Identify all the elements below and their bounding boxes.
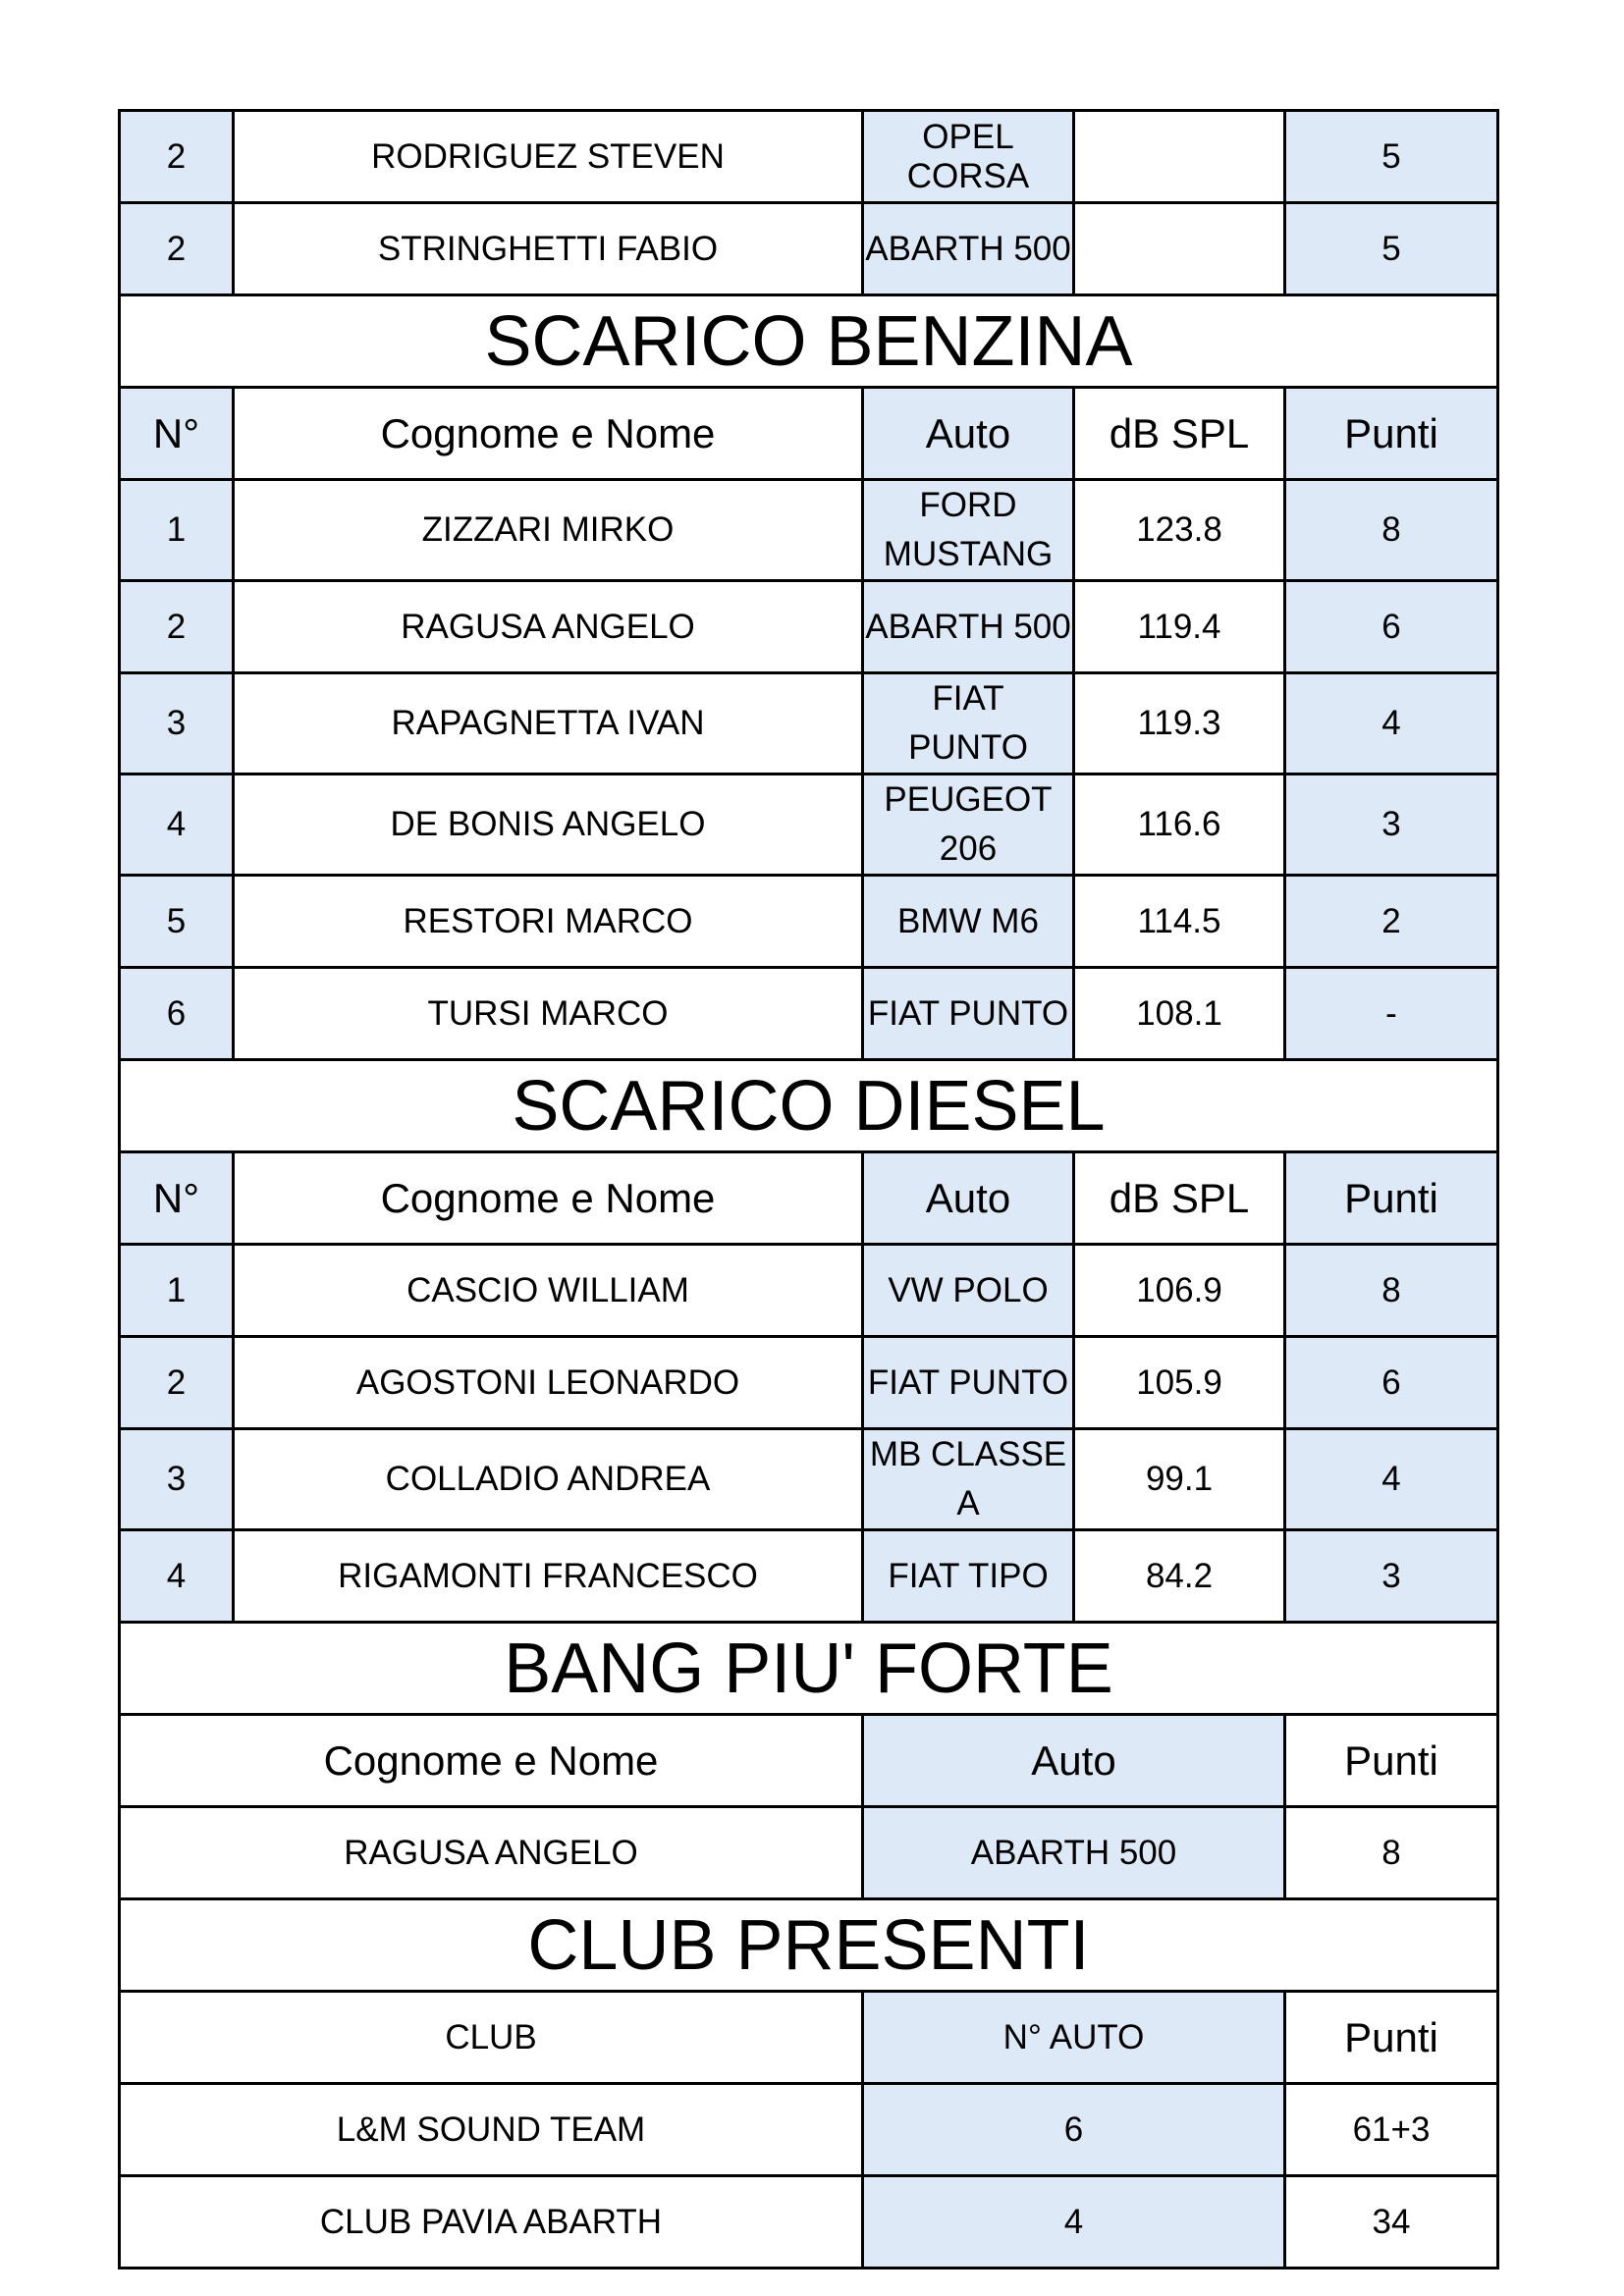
table-row: [120, 1337, 1498, 1429]
table-row: [120, 203, 1498, 295]
auto-count-cell: 4: [863, 2176, 1285, 2269]
auto-count-cell: 6: [863, 2084, 1285, 2176]
name-cell: CASCIO WILLIAM: [234, 1245, 863, 1337]
header-row: [120, 1715, 1498, 1807]
auto-cell: [863, 480, 1074, 581]
auto-cell: FIAT TIPO: [863, 1530, 1074, 1623]
points-cell: 2: [1285, 876, 1498, 968]
header-auto-count: N° AUTO: [863, 1992, 1285, 2084]
db-cell: 123.8: [1074, 480, 1285, 581]
db-cell: [1074, 111, 1285, 203]
rank-cell: 4: [120, 1530, 234, 1623]
auto-cell: FIAT PUNTO: [863, 1337, 1074, 1429]
header-db: dB SPL: [1074, 388, 1285, 480]
db-cell: [1074, 203, 1285, 295]
section-title-row: [120, 295, 1498, 388]
header-row: [120, 1992, 1498, 2084]
rank-cell: 2: [120, 111, 234, 203]
header-row: [120, 1152, 1498, 1245]
name-cell: TURSI MARCO: [234, 968, 863, 1060]
rank-cell: 2: [120, 1337, 234, 1429]
db-cell: 114.5: [1074, 876, 1285, 968]
name-cell: AGOSTONI LEONARDO: [234, 1337, 863, 1429]
rank-cell: 2: [120, 581, 234, 673]
name-cell: STRINGHETTI FABIO: [234, 203, 863, 295]
header-rank: N°: [120, 1152, 234, 1245]
table-row: [120, 774, 1498, 876]
rank-cell: 5: [120, 876, 234, 968]
club-cell: CLUB PAVIA ABARTH: [120, 2176, 863, 2269]
points-cell: 6: [1285, 1337, 1498, 1429]
rank-cell: 1: [120, 1245, 234, 1337]
name-cell: RIGAMONTI FRANCESCO: [234, 1530, 863, 1623]
header-rank: N°: [120, 388, 234, 480]
header-name: Cognome e Nome: [234, 388, 863, 480]
table-row: [120, 1245, 1498, 1337]
db-cell: 105.9: [1074, 1337, 1285, 1429]
points-cell: 61+3: [1285, 2084, 1498, 2176]
section-title-row: [120, 1623, 1498, 1715]
points-cell: 3: [1285, 1530, 1498, 1623]
auto-cell: [863, 673, 1074, 774]
name-cell: DE BONIS ANGELO: [234, 774, 863, 876]
rank-cell: 6: [120, 968, 234, 1060]
points-cell: 5: [1285, 203, 1498, 295]
name-cell: RAPAGNETTA IVAN: [234, 673, 863, 774]
name-cell: COLLADIO ANDREA: [234, 1429, 863, 1530]
points-cell: 8: [1285, 480, 1498, 581]
db-cell: 84.2: [1074, 1530, 1285, 1623]
auto-cell: [863, 774, 1074, 876]
points-cell: 8: [1285, 1245, 1498, 1337]
table-row: [120, 673, 1498, 774]
table-row: [120, 1530, 1498, 1623]
points-cell: 8: [1285, 1807, 1498, 1899]
auto-cell: BMW M6: [863, 876, 1074, 968]
table-row: [120, 1807, 1498, 1899]
header-points: Punti: [1285, 1152, 1498, 1245]
header-auto: Auto: [863, 1715, 1285, 1807]
header-auto: Auto: [863, 388, 1074, 480]
points-cell: 6: [1285, 581, 1498, 673]
db-cell: 108.1: [1074, 968, 1285, 1060]
auto-line-2: PUNTO: [908, 728, 1028, 767]
header-auto: Auto: [863, 1152, 1074, 1245]
table-row: [120, 876, 1498, 968]
auto-cell: ABARTH 500: [863, 581, 1074, 673]
table-row: [120, 480, 1498, 581]
section-title: SCARICO DIESEL: [120, 1060, 1498, 1152]
header-club: CLUB: [120, 1992, 863, 2084]
db-cell: 116.6: [1074, 774, 1285, 876]
header-points: Punti: [1285, 1992, 1498, 2084]
points-cell: 4: [1285, 673, 1498, 774]
rank-cell: 4: [120, 774, 234, 876]
rank-cell: 3: [120, 1429, 234, 1530]
auto-cell: FIAT PUNTO: [863, 968, 1074, 1060]
auto-line-2: 206: [939, 829, 998, 868]
auto-cell: ABARTH 500: [863, 1807, 1285, 1899]
header-name: Cognome e Nome: [120, 1715, 863, 1807]
name-cell: ZIZZARI MIRKO: [234, 480, 863, 581]
header-name: Cognome e Nome: [234, 1152, 863, 1245]
header-row: [120, 388, 1498, 480]
points-cell: 4: [1285, 1429, 1498, 1530]
auto-line-2: A: [956, 1484, 980, 1522]
table-row: [120, 2176, 1498, 2269]
auto-cell: [863, 1429, 1074, 1530]
section-title: CLUB PRESENTI: [120, 1899, 1498, 1992]
header-points: Punti: [1285, 1715, 1498, 1807]
name-cell: RAGUSA ANGELO: [234, 581, 863, 673]
rank-cell: 3: [120, 673, 234, 774]
name-cell: RODRIGUEZ STEVEN: [234, 111, 863, 203]
table-row: [120, 2084, 1498, 2176]
points-cell: 3: [1285, 774, 1498, 876]
table-row: [120, 968, 1498, 1060]
auto-cell: OPEL CORSA: [863, 111, 1074, 203]
auto-line-2: MUSTANG: [883, 535, 1054, 573]
table-row: [120, 581, 1498, 673]
auto-line-1: FORD: [919, 486, 1017, 524]
db-cell: 119.3: [1074, 673, 1285, 774]
rank-cell: 1: [120, 480, 234, 581]
header-points: Punti: [1285, 388, 1498, 480]
rank-cell: 2: [120, 203, 234, 295]
auto-line-1: MB CLASSE: [869, 1435, 1067, 1473]
db-cell: 119.4: [1074, 581, 1285, 673]
section-title-row: [120, 1060, 1498, 1152]
header-db: dB SPL: [1074, 1152, 1285, 1245]
auto-cell: ABARTH 500: [863, 203, 1074, 295]
club-cell: L&M SOUND TEAM: [120, 2084, 863, 2176]
db-cell: 99.1: [1074, 1429, 1285, 1530]
auto-line-1: FIAT: [932, 679, 1004, 718]
db-cell: 106.9: [1074, 1245, 1285, 1337]
table-row: [120, 1429, 1498, 1530]
points-cell: -: [1285, 968, 1498, 1060]
name-cell: RESTORI MARCO: [234, 876, 863, 968]
name-cell: RAGUSA ANGELO: [120, 1807, 863, 1899]
auto-line-1: PEUGEOT: [884, 780, 1053, 819]
points-cell: 34: [1285, 2176, 1498, 2269]
section-title: BANG PIU' FORTE: [120, 1623, 1498, 1715]
points-cell: 5: [1285, 111, 1498, 203]
section-title-row: [120, 1899, 1498, 1992]
results-table: [118, 109, 1499, 2269]
table-row: [120, 111, 1498, 203]
auto-cell: VW POLO: [863, 1245, 1074, 1337]
section-title: SCARICO BENZINA: [120, 295, 1498, 388]
